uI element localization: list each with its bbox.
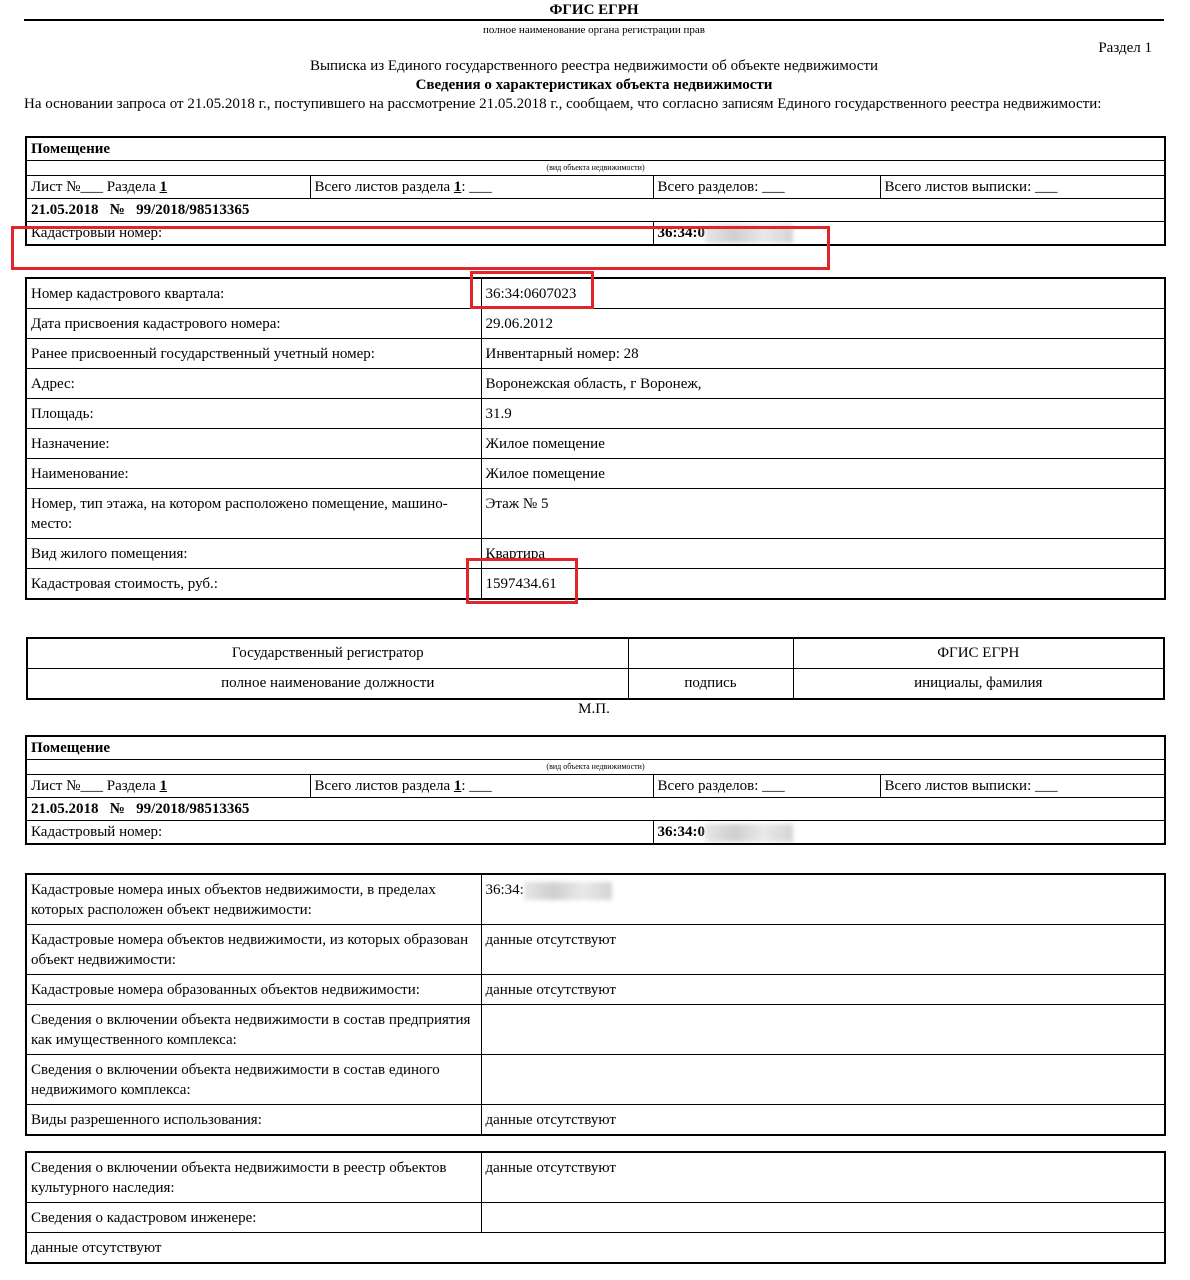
table-row <box>26 975 1165 1005</box>
table-row <box>26 459 1165 489</box>
object-type-caption: (вид объекта недвижимости) <box>26 161 1165 176</box>
total-extract-sheets: Всего листов выписки: ___ <box>880 775 1165 798</box>
registrar-position: Государственный регистратор <box>27 638 628 669</box>
signature-cell <box>628 638 793 669</box>
prop-label: Дата присвоения кадастрового номера: <box>26 309 481 339</box>
table-row <box>26 1055 1165 1105</box>
cadastral-label: Кадастровый номер: <box>26 821 653 845</box>
object-header-table-2 <box>25 735 1166 845</box>
prop-label: Сведения о включении объекта недвижимости в состав предприятия как имущественного комплекса: <box>26 1005 481 1055</box>
prop-label: Адрес: <box>26 369 481 399</box>
prop-value: данные отсутствуют <box>481 1105 1165 1136</box>
highlight-cadastral-number <box>11 226 830 270</box>
object-type-caption: (вид объекта недвижимости) <box>26 760 1165 775</box>
table-row <box>26 1233 1165 1264</box>
extract-subtitle: Сведения о характеристиках объекта недвижимости <box>415 77 773 93</box>
prop-value: данные отсутствуют <box>481 1152 1165 1203</box>
prop-value <box>481 1203 1165 1233</box>
prop-label: Сведения о включении объекта недвижимости в состав единого недвижимого комплекса: <box>26 1055 481 1105</box>
prop-value: 29.06.2012 <box>481 309 1165 339</box>
redacted-mark <box>705 824 793 842</box>
prop-label: Номер кадастрового квартала: <box>26 278 481 309</box>
table-row <box>26 539 1165 569</box>
prop-label: Кадастровые номера иных объектов недвижимости, в пределах которых расположен объект недвижимости: <box>26 874 481 925</box>
table-row <box>26 309 1165 339</box>
object-type: Помещение <box>26 137 1165 161</box>
prop-value: Жилое помещение <box>481 429 1165 459</box>
position-caption: полное наименование должности <box>27 669 628 700</box>
total-sections: Всего разделов: ___ <box>653 176 880 199</box>
prop-label: Виды разрешенного использования: <box>26 1105 481 1136</box>
prop-value: Воронежская область, г Воронеж, <box>481 369 1165 399</box>
engineer-info: данные отсутствуют <box>26 1233 1165 1264</box>
table-row <box>26 489 1165 539</box>
org-title: ФГИС ЕГРН <box>549 2 639 18</box>
highlight-cadastral-value <box>466 558 578 604</box>
prop-value <box>481 1055 1165 1105</box>
prop-label: Наименование: <box>26 459 481 489</box>
total-sections: Всего разделов: ___ <box>653 775 880 798</box>
table-row <box>26 569 1165 600</box>
prop-label: Назначение: <box>26 429 481 459</box>
signature-caption: подпись <box>628 669 793 700</box>
sheet-number: Лист №___ Раздела 1 <box>26 176 310 199</box>
cadastral-number: 36:34:0 <box>653 222 1165 246</box>
extract-title: Выписка из Единого государственного реестра недвижимости об объекте недвижимости <box>309 58 879 74</box>
prop-label: Сведения о кадастровом инженере: <box>26 1203 481 1233</box>
section-label: Раздел 1 <box>1098 40 1152 56</box>
table-row <box>26 925 1165 975</box>
table-row <box>26 399 1165 429</box>
signature-table <box>26 637 1165 700</box>
table-row <box>26 1005 1165 1055</box>
prop-value: Инвентарный номер: 28 <box>481 339 1165 369</box>
sheet-number: Лист №___ Раздела 1 <box>26 775 310 798</box>
prop-label: Кадастровые номера объектов недвижимости, из которых образован объект недвижимости: <box>26 925 481 975</box>
prop-value: Квартира <box>481 539 1165 569</box>
prop-label: Кадастровые номера образованных объектов недвижимости: <box>26 975 481 1005</box>
table-row <box>26 1105 1165 1136</box>
prop-value: 36:34: <box>481 874 1165 925</box>
prop-label: Сведения о включении объекта недвижимости в реестр объектов культурного наследия: <box>26 1152 481 1203</box>
prop-label: Ранее присвоенный государственный учетный номер: <box>26 339 481 369</box>
total-sheets-section: Всего листов раздела 1: ___ <box>310 775 653 798</box>
table-row <box>26 278 1165 309</box>
table-row <box>26 429 1165 459</box>
table-row <box>26 339 1165 369</box>
prop-label: Площадь: <box>26 399 481 429</box>
table-row <box>26 369 1165 399</box>
prop-value: 1597434.61 <box>481 569 1165 600</box>
stamp-place: М.П. <box>578 701 610 717</box>
prop-value: данные отсутствуют <box>481 975 1165 1005</box>
total-sheets-section: Всего листов раздела 1: ___ <box>310 176 653 199</box>
registrar-name: ФГИС ЕГРН <box>793 638 1164 669</box>
total-extract-sheets: Всего листов выписки: ___ <box>880 176 1165 199</box>
prop-label: Кадастровая стоимость, руб.: <box>26 569 481 600</box>
prop-value: Этаж № 5 <box>481 489 1165 539</box>
prop-label: Вид жилого помещения: <box>26 539 481 569</box>
highlight-cadastral-quarter <box>470 271 594 309</box>
date-number: 21.05.2018 № 99/2018/98513365 <box>26 199 1165 222</box>
org-caption: полное наименование органа регистрации прав <box>483 24 705 36</box>
date-number: 21.05.2018 № 99/2018/98513365 <box>26 798 1165 821</box>
prop-value <box>481 1005 1165 1055</box>
prop-label: Номер, тип этажа, на котором расположено помещение, машино-место: <box>26 489 481 539</box>
prop-value: 36:34:0607023 <box>481 278 1165 309</box>
table-row <box>26 1203 1165 1233</box>
cadastral-label: Кадастровый номер: <box>26 222 653 246</box>
redacted-mark <box>524 882 612 900</box>
cadastral-number: 36:34:0 <box>653 821 1165 845</box>
prop-value: 31.9 <box>481 399 1165 429</box>
table-row <box>26 1152 1165 1203</box>
name-caption: инициалы, фамилия <box>793 669 1164 700</box>
prop-value: Жилое помещение <box>481 459 1165 489</box>
prop-value: данные отсутствуют <box>481 925 1165 975</box>
properties-table-1 <box>25 277 1166 600</box>
org-underline <box>24 19 1164 21</box>
properties-table-2 <box>25 873 1166 1136</box>
table-row <box>26 874 1165 925</box>
object-type: Помещение <box>26 736 1165 760</box>
properties-table-3 <box>25 1151 1166 1264</box>
request-basis: На основании запроса от 21.05.2018 г., поступившего на рассмотрение 21.05.2018 г., сообщаем, что согласно записям Единого государственного реестра недвижимости: <box>24 96 1102 112</box>
